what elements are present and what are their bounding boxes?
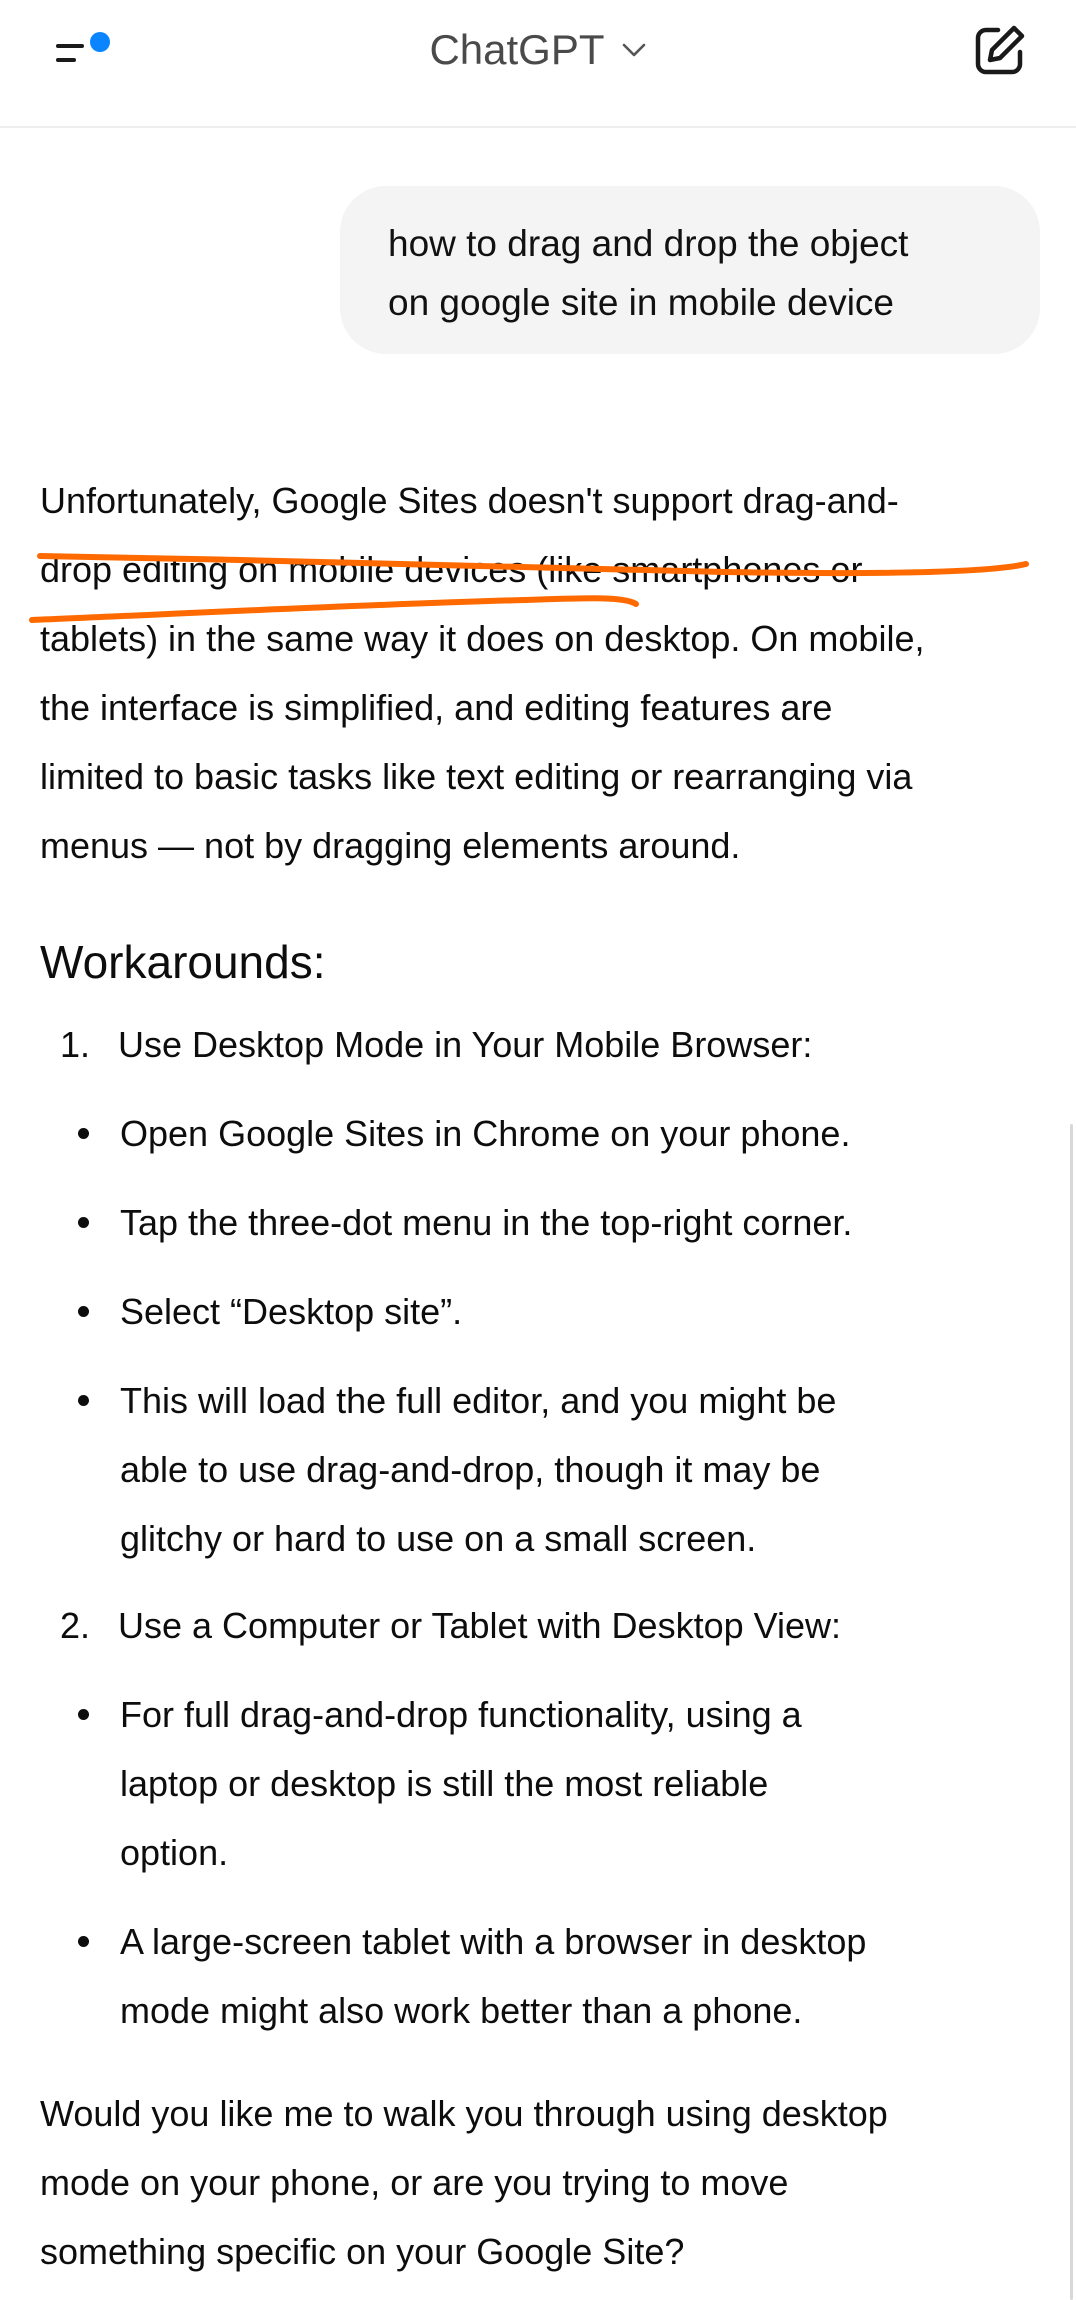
bullet-text: mode might also work better than a phone. (120, 1990, 803, 2031)
bullet-item (40, 1277, 1040, 1346)
bullet-item (40, 1907, 1040, 2045)
bullet-item (40, 1099, 1040, 1168)
bullet-item (40, 1188, 1040, 1257)
bullet-dot (78, 1306, 89, 1317)
intro-line: the interface is simplified, and editing features are (40, 687, 833, 728)
list-number: 1. (60, 1024, 91, 1065)
bullet-text: Tap the three-dot menu in the top-right corner. (120, 1202, 853, 1243)
bullet-text: This will load the full editor, and you might be (120, 1380, 837, 1421)
intro-line: Unfortunately, Google Sites doesn't support drag-and- (40, 480, 899, 521)
chevron-down-icon (621, 42, 647, 58)
bullet-item (40, 1366, 1040, 1573)
scrollbar[interactable] (1070, 1124, 1073, 2300)
new-chat-pencil-icon[interactable] (972, 22, 1028, 78)
bullet-dot (78, 1709, 89, 1720)
user-message-line: how to drag and drop the object (388, 223, 909, 264)
workaround-item (40, 1591, 1040, 2045)
handwritten-underline-annotation (24, 504, 1064, 624)
list-number: 2. (60, 1605, 91, 1646)
bullet-text: laptop or desktop is still the most reliable (120, 1763, 769, 1804)
workaround-title: Use Desktop Mode in Your Mobile Browser: (118, 1024, 813, 1065)
bullet-text: option. (120, 1832, 229, 1873)
closing-paragraph (40, 2079, 1040, 2286)
closing-line: mode on your phone, or are you trying to move (40, 2162, 789, 2203)
app-title: ChatGPT (429, 26, 605, 73)
section-heading: Workarounds: (40, 936, 326, 988)
top-app-bar (0, 0, 1076, 128)
closing-line: Would you like me to walk you through using desktop (40, 2093, 888, 2134)
model-selector[interactable] (429, 26, 646, 74)
bullet-dot (78, 1128, 89, 1139)
bullet-dot (78, 1395, 89, 1406)
intro-paragraph (40, 466, 1040, 880)
bullet-text: For full drag-and-drop functionality, using a (120, 1694, 802, 1735)
bullet-dot (78, 1217, 89, 1228)
workaround-list (40, 1010, 1040, 2045)
title-area (0, 20, 1076, 80)
bullet-text: Select “Desktop site”. (120, 1291, 463, 1332)
intro-line: limited to basic tasks like text editing or rearranging via (40, 756, 913, 797)
bullet-text: able to use drag-and-drop, though it may be (120, 1449, 821, 1490)
intro-line: tablets) in the same way it does on desktop. On mobile, (40, 618, 925, 659)
bullet-item (40, 1680, 1040, 1887)
workaround-item (40, 1010, 1040, 1573)
bullet-list (40, 1099, 1040, 1573)
workaround-title: Use a Computer or Tablet with Desktop View: (118, 1605, 842, 1646)
bullet-text: A large-screen tablet with a browser in desktop (120, 1921, 867, 1962)
user-message-bubble (340, 186, 1040, 354)
bullet-text: Open Google Sites in Chrome on your phone. (120, 1113, 851, 1154)
bullet-list (40, 1680, 1040, 2045)
bullet-dot (78, 1936, 89, 1947)
closing-line: something specific on your Google Site? (40, 2231, 685, 2272)
user-message-line: on google site in mobile device (388, 282, 894, 323)
intro-line: drop editing on mobile devices (like smartphones or (40, 549, 863, 590)
bullet-text: glitchy or hard to use on a small screen. (120, 1518, 757, 1559)
intro-line: menus — not by dragging elements around. (40, 825, 741, 866)
assistant-response (40, 466, 1040, 2286)
